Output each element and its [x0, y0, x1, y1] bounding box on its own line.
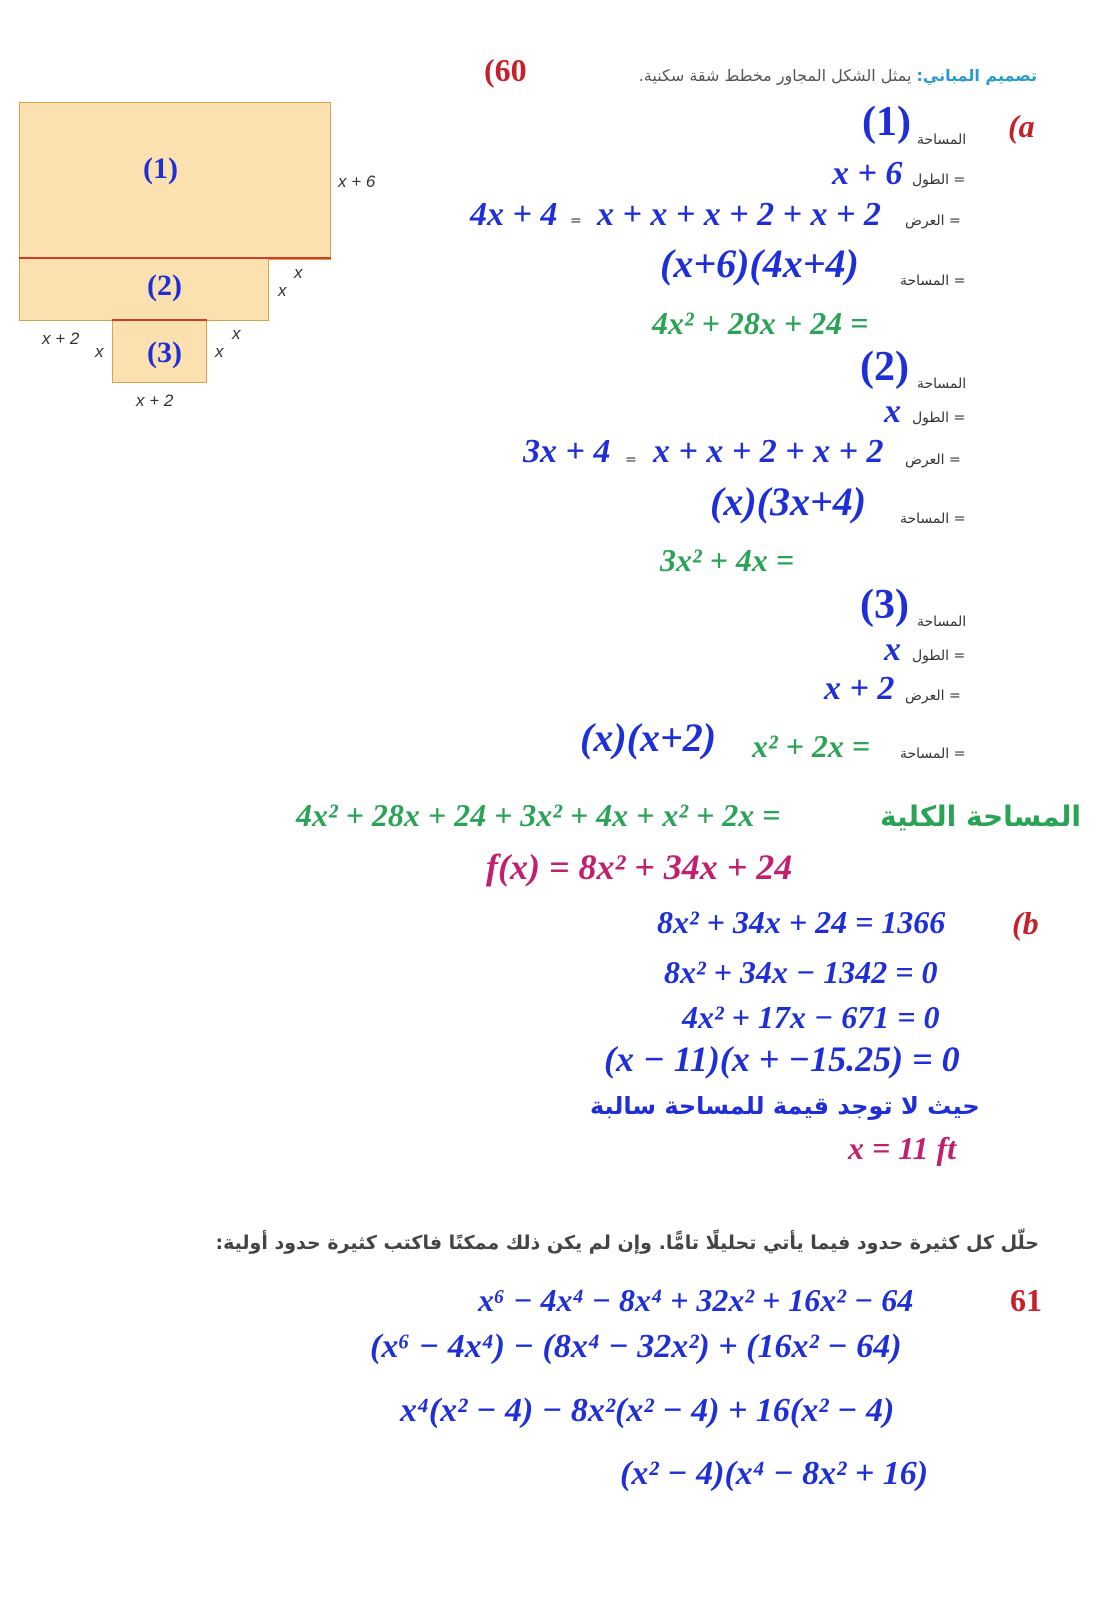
- total-area-expr: 4x² + 28x + 24 + 3x² + 4x + x² + 2x =: [296, 797, 781, 833]
- dim-x-e: x: [232, 324, 241, 343]
- part-b-note: حيث لا توجد قيمة للمساحة سالبة: [590, 1092, 980, 1120]
- part-b-answer: x = 11 ft: [848, 1130, 957, 1166]
- divider-line-2: [112, 319, 207, 321]
- region-3-area-expr: (x)(x+2): [580, 715, 717, 760]
- width-label-2: = العرض: [905, 452, 961, 468]
- dim-x-b: x: [294, 263, 303, 282]
- length-label-2: = الطول: [912, 410, 966, 426]
- dim-x-a: x: [278, 281, 287, 300]
- q60-text: يمثل الشكل المجاور مخطط شقة سكنية.: [638, 66, 912, 85]
- area-label-eq-2: = المساحة: [900, 511, 966, 527]
- q61-line-1: x⁶ − 4x⁴ − 8x⁴ + 32x² + 16x² − 64: [478, 1282, 914, 1318]
- part-b-line-4: (x − 11)(x + −15.25) = 0: [604, 1039, 960, 1079]
- q61-line-4: (x² − 4)(x⁴ − 8x² + 16): [620, 1455, 929, 1492]
- part-b-line-1: 8x² + 34x + 24 = 1366: [657, 904, 946, 940]
- region-2-length: x: [884, 393, 901, 430]
- room-2-label: (2): [147, 269, 182, 302]
- divider-line-1: [19, 257, 331, 259]
- width-label-1: = العرض: [905, 213, 961, 229]
- eq-sign-1: =: [570, 213, 582, 229]
- region-1-length: x + 6: [832, 155, 903, 192]
- q61-number: 61: [1010, 1282, 1042, 1318]
- room-3-label: (3): [147, 336, 182, 369]
- q61-line-3: x⁴(x² − 4) − 8x²(x² − 4) + 16(x² − 4): [400, 1392, 895, 1429]
- area-label-eq-3: = المساحة: [900, 746, 966, 762]
- region-2-width: 3x + 4: [523, 433, 611, 470]
- q60-header: [639, 66, 1037, 85]
- region-1-width: 4x + 4: [470, 196, 558, 233]
- total-area-function: f(x) = 8x² + 34x + 24: [486, 847, 793, 887]
- dim-x-plus-2-left: x + 2: [42, 329, 80, 348]
- room-2-rect: [19, 258, 269, 321]
- area-label-1: المساحة: [917, 132, 967, 148]
- q60-number: (60: [484, 52, 527, 88]
- area-label-2: المساحة: [917, 376, 967, 392]
- factor-instruction: حلّل كل كثيرة حدود فيما يأتي تحليلًا تامًّا. وإن لم يكن ذلك ممكنًا فاكتب كثيرة حدود أولية:: [215, 1232, 1039, 1254]
- dim-x-d: x: [215, 342, 224, 361]
- region-3-width: x + 2: [824, 670, 895, 707]
- region-1-width-sum: x + x + x + 2 + x + 2: [597, 196, 881, 233]
- region-3-tag: (3): [860, 582, 909, 628]
- region-2-area-expr: (x)(3x+4): [710, 479, 867, 524]
- length-label-1: = الطول: [912, 172, 966, 188]
- part-b-line-3: 4x² + 17x − 671 = 0: [682, 999, 940, 1035]
- region-2-tag: (2): [860, 344, 909, 390]
- region-2-width-sum: x + x + 2 + x + 2: [653, 433, 884, 470]
- region-1-area-expr: (x+6)(4x+4): [660, 241, 859, 286]
- q60-title: تصميم المباني:: [916, 66, 1037, 85]
- part-b-marker: (b: [1012, 905, 1039, 941]
- area-label-eq-1: = المساحة: [900, 273, 966, 289]
- dim-x-plus-6: x + 6: [338, 172, 376, 191]
- total-area-label: المساحة الكلية: [880, 800, 1082, 833]
- region-3-length: x: [884, 631, 901, 668]
- dim-x-plus-2-bottom: x + 2: [136, 391, 174, 410]
- length-label-3: = الطول: [912, 648, 966, 664]
- area-label-3: المساحة: [917, 614, 967, 630]
- q61-line-2: (x⁶ − 4x⁴) − (8x⁴ − 32x²) + (16x² − 64): [370, 1328, 902, 1365]
- eq-sign-2: =: [625, 452, 637, 468]
- region-2-area-result: 3x² + 4x =: [660, 542, 795, 578]
- dim-x-c: x: [95, 342, 104, 361]
- region-1-area-result: 4x² + 28x + 24 =: [652, 305, 869, 341]
- region-3-area-result: x² + 2x =: [752, 728, 871, 764]
- part-b-line-2: 8x² + 34x − 1342 = 0: [664, 954, 938, 990]
- width-label-3: = العرض: [905, 688, 961, 704]
- region-1-tag: (1): [862, 99, 911, 145]
- part-a-marker: (a: [1008, 108, 1035, 144]
- room-1-label: (1): [143, 152, 178, 185]
